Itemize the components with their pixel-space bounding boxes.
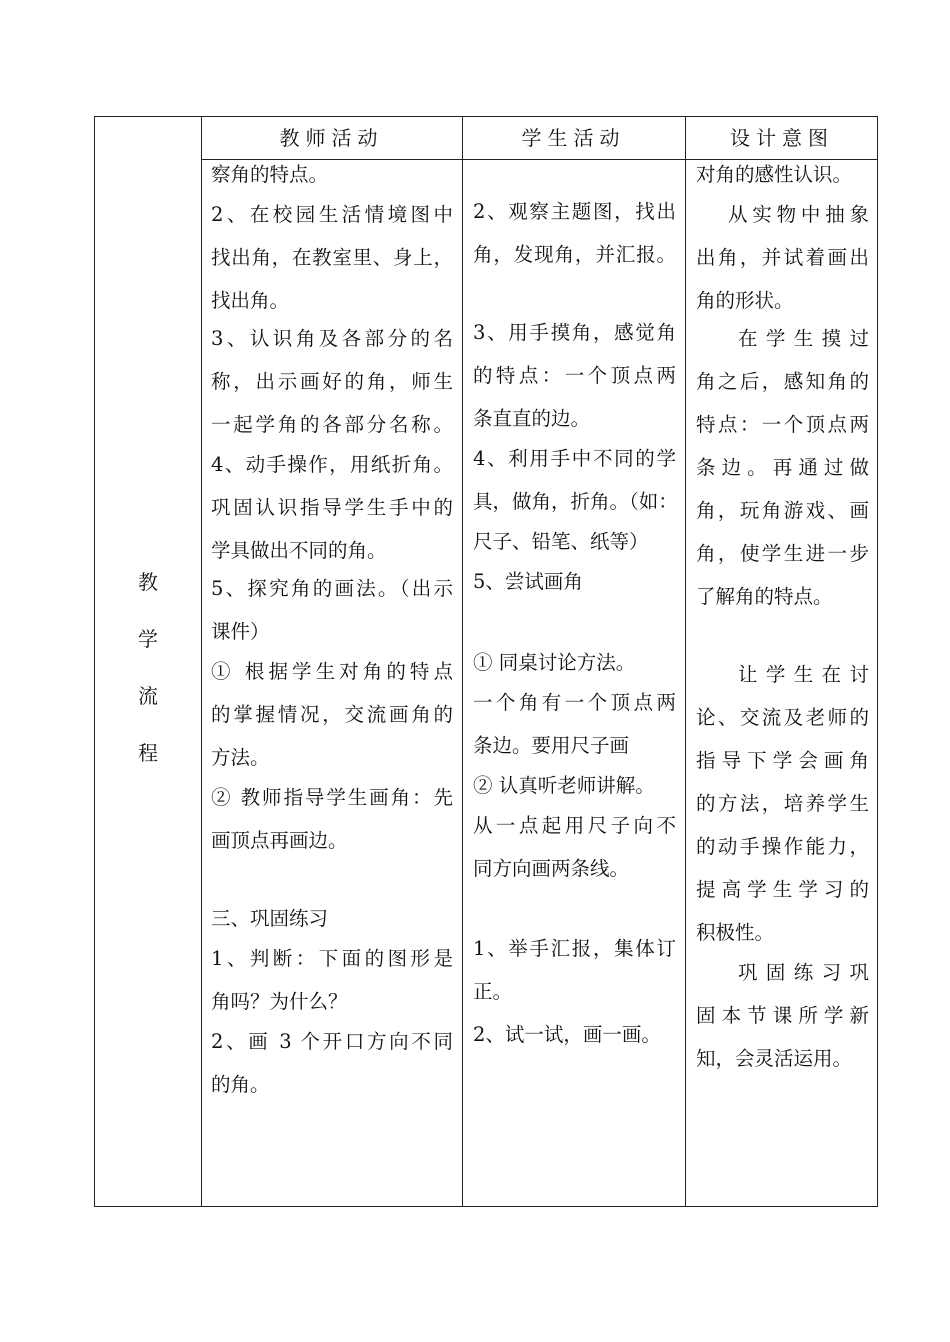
design-line: 让学生在讨 <box>738 663 869 686</box>
design-line: 角，玩角游戏、画 <box>696 499 869 522</box>
teacher-line: 的角。 <box>211 1073 270 1096</box>
teacher-line: 3、认识角及各部分的名 <box>211 327 453 350</box>
teacher-line: 角吗？为什么？ <box>211 990 348 1013</box>
design-line: 角，使学生进一步 <box>696 542 869 565</box>
header-design-intent: 设计意图 <box>730 126 834 150</box>
teacher-line: 5、探究角的画法。（出示 <box>211 577 453 600</box>
student-line: 条边。要用尺子画 <box>473 734 630 757</box>
teacher-line: ② 教师指导学生画角：先 <box>211 786 453 809</box>
student-line: 一个角有一个顶点两 <box>473 691 676 714</box>
design-line: 特点：一个顶点两 <box>696 413 869 436</box>
teacher-line: 4、动手操作，用纸折角。 <box>211 453 453 476</box>
teacher-line: 巩固认识指导学生手中的 <box>211 496 453 519</box>
teacher-line: 1、判断：下面的图形是 <box>211 947 453 970</box>
teacher-line: 一起学角的各部分名称。 <box>211 413 453 436</box>
design-line: 条边。再通过做 <box>696 456 869 479</box>
student-line: 5、尝试画角 <box>473 570 583 593</box>
student-line: 2、试一试，画一画。 <box>473 1023 661 1046</box>
design-line: 从实物中抽象 <box>728 203 869 226</box>
column-divider <box>685 117 686 1206</box>
student-line: 2、观察主题图，找出 <box>473 200 676 223</box>
teacher-line: 称，出示画好的角，师生 <box>211 370 453 393</box>
header-student-activity: 学生活动 <box>521 126 626 150</box>
student-line: 1、举手汇报，集体订 <box>473 937 676 960</box>
teacher-line: 学具做出不同的角。 <box>211 539 387 562</box>
teacher-line: 画顶点再画边。 <box>211 829 348 852</box>
header-teacher-activity: 教师活动 <box>279 126 384 150</box>
student-line: ② 认真听老师讲解。 <box>473 774 655 797</box>
teacher-line: 课件） <box>211 620 270 643</box>
teacher-line: ① 根据学生对角的特点 <box>211 660 453 683</box>
teacher-line: 的掌握情况，交流画角的 <box>211 703 453 726</box>
design-line: 提高学生学习的 <box>696 878 869 901</box>
teacher-line: 2、画 3 个开口方向不同 <box>211 1030 453 1053</box>
design-line: 在学生摸过 <box>738 327 869 350</box>
side-label-char: 教 <box>138 570 158 594</box>
teacher-line: 三、巩固练习 <box>211 907 329 930</box>
design-line: 的动手操作能力， <box>696 835 869 858</box>
design-line: 积极性。 <box>696 921 775 944</box>
student-line: 4、利用手中不同的学 <box>473 447 676 470</box>
side-label-char: 流 <box>138 684 158 708</box>
column-divider <box>201 117 202 1206</box>
column-divider <box>462 117 463 1206</box>
student-line: ① 同桌讨论方法。 <box>473 651 636 674</box>
design-line: 知，会灵活运用。 <box>696 1047 853 1070</box>
side-label-char: 学 <box>138 627 158 651</box>
design-line: 对角的感性认识。 <box>696 163 853 186</box>
student-line: 具，做角，折角。（如： <box>473 490 678 513</box>
design-line: 角之后，感知角的 <box>696 370 869 393</box>
teacher-line: 方法。 <box>211 746 270 769</box>
student-line: 条直直的边。 <box>473 407 591 430</box>
student-line: 角，发现角，并汇报。 <box>473 243 676 266</box>
teacher-line: 找出角。 <box>211 289 290 312</box>
student-line: 尺子、铅笔、纸等） <box>473 530 649 553</box>
design-line: 固本节课所学新 <box>696 1004 869 1027</box>
student-line: 3、用手摸角，感觉角 <box>473 321 676 344</box>
lesson-flow-table <box>94 116 878 1207</box>
design-line: 论、交流及老师的 <box>696 706 869 729</box>
teacher-line: 找出角，在教室里、身上， <box>211 246 453 269</box>
design-line: 指导下学会画角 <box>696 749 869 772</box>
side-label-char: 程 <box>138 741 158 765</box>
design-line: 了解角的特点。 <box>696 585 833 608</box>
design-line: 的方法，培养学生 <box>696 792 869 815</box>
design-line: 出角，并试着画出 <box>696 246 869 269</box>
design-line: 巩固练习巩 <box>738 961 869 984</box>
student-line: 从一点起用尺子向不 <box>473 814 676 837</box>
student-line: 同方向画两条线。 <box>473 857 630 880</box>
design-line: 角的形状。 <box>696 289 794 312</box>
teacher-line: 2、在校园生活情境图中 <box>211 203 453 226</box>
teacher-line: 察角的特点。 <box>211 163 329 186</box>
student-line: 的特点：一个顶点两 <box>473 364 676 387</box>
student-line: 正。 <box>473 980 513 1003</box>
header-divider <box>201 159 877 160</box>
